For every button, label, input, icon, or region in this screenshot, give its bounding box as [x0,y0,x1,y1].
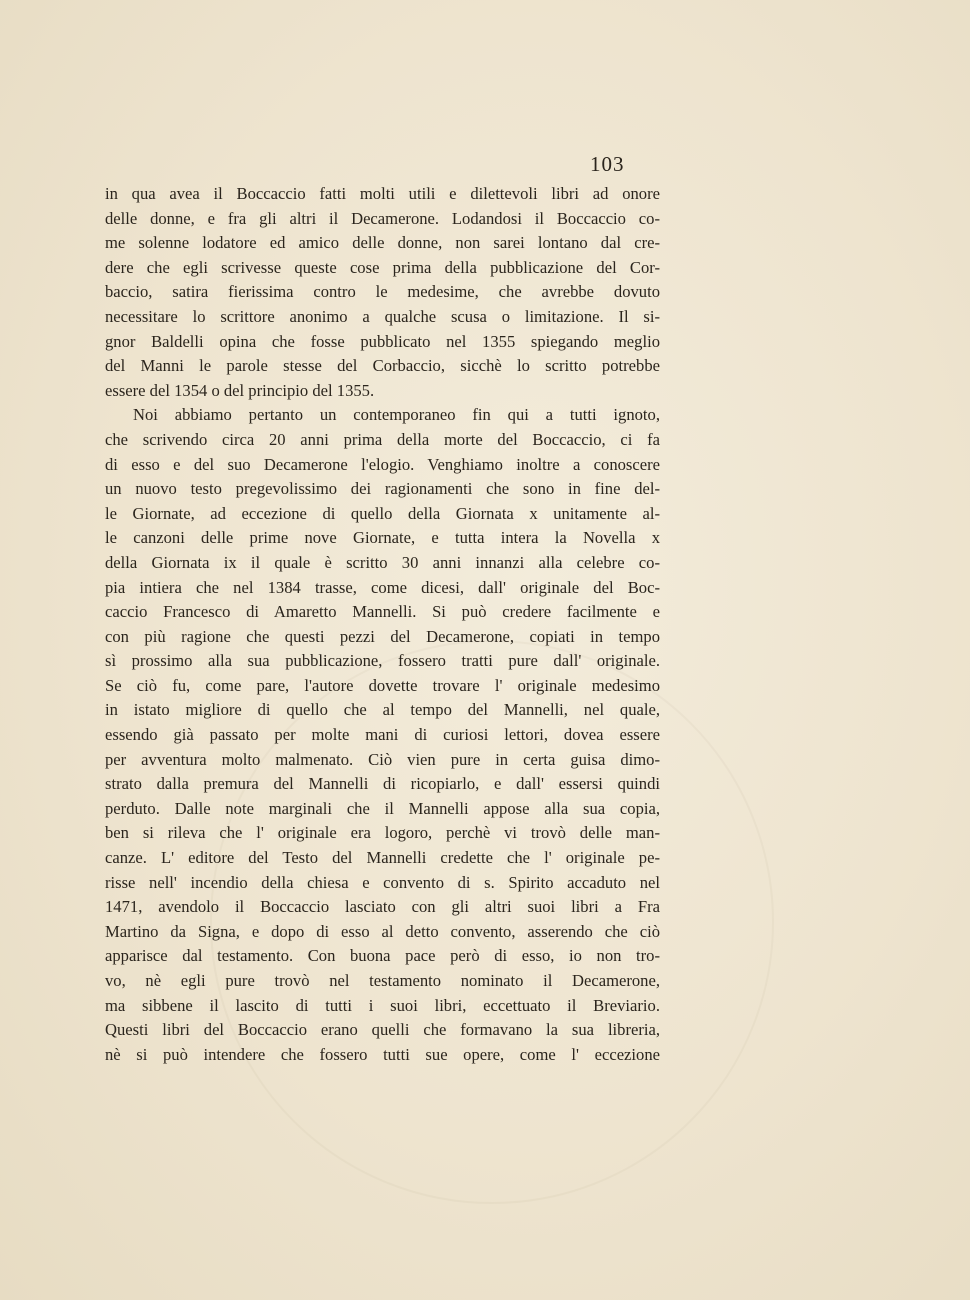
text-line: strato dalla premura del Mannelli di ricopiarlo, e dall' essersi quindi [105,774,660,794]
text-line: apparisce dal testamento. Con buona pace però di esso, io non tro- [105,946,660,966]
text-line: essere del 1354 o del principio del 1355. [105,380,375,400]
text-line: baccio, satira fierissima contro le medesime, che avrebbe dovuto [105,282,660,302]
text-line: Se ciò fu, come pare, l'autore dovette trovare l' originale medesimo [105,675,660,695]
text-line: necessitare lo scrittore anonimo a qualche scusa o limitazione. Il si- [105,306,660,326]
text-line: un nuovo testo pregevolissimo dei ragionamenti che sono in fine del- [105,479,660,499]
text-line: essendo già passato per molte mani di curiosi lettori, dovea essere [105,725,660,745]
text-line: 1471, avendolo il Boccaccio lasciato con gli altri suoi libri a Fra [105,897,660,917]
text-line: caccio Francesco di Amaretto Mannelli. Si può credere facilmente e [105,602,660,622]
text-line: in qua avea il Boccaccio fatti molti utili e dilettevoli libri ad onore [105,184,660,203]
text-line: sì prossimo alla sua pubblicazione, fossero tratti pure dall' originale. [105,651,660,671]
text-line: risse nell' incendio della chiesa e convento di s. Spirito accaduto nel [105,872,660,892]
text-line: che scrivendo circa 20 anni prima della morte del Boccaccio, ci fa [105,429,660,449]
text-line: me solenne lodatore ed amico delle donne, non sarei lontano dal cre- [105,233,660,253]
text-line: per avventura molto malmenato. Ciò vien pure in certa guisa dimo- [105,749,660,769]
text-line: Noi abbiamo pertanto un contemporaneo fin qui a tutti ignoto, [133,405,660,425]
text-line: della Giornata ix il quale è scritto 30 anni innanzi alla celebre co- [105,552,660,572]
text-line: ben si rileva che l' originale era logoro, perchè vi trovò delle man- [105,823,660,843]
paragraph-2 [105,403,660,1067]
text-line: vo, nè egli pure trovò nel testamento nominato il Decamerone, [105,971,660,990]
text-line: con più ragione che questi pezzi del Decamerone, copiati in tempo [105,626,660,646]
text-line: pia intiera che nel 1384 trasse, come dicesi, dall' originale del Boc- [105,577,660,597]
text-line: del Manni le parole stesse del Corbaccio, sicchè lo scritto potrebbe [105,356,660,376]
body-text [105,182,660,1067]
text-line: le Giornate, ad eccezione di quello della Giornata x unitamente al- [105,503,660,523]
text-line: gnor Baldelli opina che fosse pubblicato nel 1355 spiegando meglio [105,331,660,351]
text-line: in istato migliore di quello che al tempo del Mannelli, nel quale, [105,700,660,720]
text-line: nè si può intendere che fossero tutti sue opere, come l' eccezione [105,1044,660,1064]
text-line: dere che egli scrivesse queste cose prima della pubblicazione del Cor- [105,257,660,277]
text-line: canze. L' editore del Testo del Mannelli credette che l' originale pe- [105,848,660,868]
text-line: Martino da Signa, e dopo di esso al detto convento, asserendo che ciò [105,921,660,941]
text-line: perduto. Dalle note marginali che il Mannelli appose alla sua copia, [105,798,660,818]
text-line: di esso e del suo Decamerone l'elogio. Venghiamo inoltre a conoscere [105,454,660,474]
text-line: ma sibbene il lascito di tutti i suoi libri, eccettuato il Breviario. [105,995,660,1015]
page-number: 103 [590,152,625,176]
text-line: le canzoni delle prime nove Giornate, e tutta intera la Novella x [105,528,660,548]
text-line: Questi libri del Boccaccio erano quelli che formavano la sua libreria, [105,1020,660,1040]
text-line: delle donne, e fra gli altri il Decamerone. Lodandosi il Boccaccio co- [105,208,660,228]
paragraph-1 [105,182,660,403]
